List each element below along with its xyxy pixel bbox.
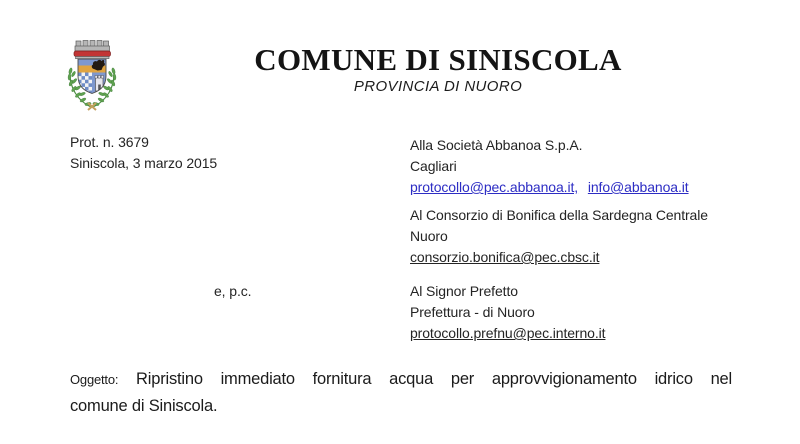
recipient-block-prefetto bbox=[410, 281, 605, 344]
recipient-name: Al Signor Prefetto bbox=[410, 283, 518, 299]
recipient-office: Prefettura - di Nuoro bbox=[410, 304, 535, 320]
protocol-number: Prot. n. 3679 bbox=[70, 134, 149, 150]
subject-label: Oggetto: bbox=[70, 372, 119, 387]
email-link-prefettura[interactable]: protocollo.prefnu@pec.interno.it bbox=[410, 325, 606, 341]
letterhead bbox=[0, 44, 800, 95]
recipient-email-line bbox=[410, 247, 708, 268]
page-subtitle: PROVINCIA DI NUORO bbox=[353, 78, 523, 95]
recipient-email-line bbox=[410, 177, 689, 198]
subject-block bbox=[70, 366, 732, 420]
recipient-block-abbanoa bbox=[410, 135, 689, 198]
recipient-city: Nuoro bbox=[410, 228, 448, 244]
subject-line-1 bbox=[70, 366, 732, 393]
recipient-name: Alla Società Abbanoa S.p.A. bbox=[410, 137, 583, 153]
email-link-info-abbanoa[interactable]: info@abbanoa.it bbox=[587, 179, 689, 195]
recipient-city: Cagliari bbox=[410, 158, 457, 174]
subject-line-2: comune di Siniscola. bbox=[70, 397, 218, 415]
email-link-protocollo-abbanoa[interactable]: protocollo@pec.abbanoa.it, bbox=[410, 179, 579, 195]
recipient-email-line bbox=[410, 323, 605, 344]
email-link-consorzio-bonifica[interactable]: consorzio.bonifica@pec.cbsc.it bbox=[410, 249, 600, 265]
subject-text: Ripristino immediato fornitura acqua per approvvigionamento idrico nel bbox=[136, 370, 732, 388]
recipient-name: Al Consorzio di Bonifica della Sardegna Centrale bbox=[410, 207, 708, 223]
cc-label: e, p.c. bbox=[214, 283, 252, 299]
dateline: Siniscola, 3 marzo 2015 bbox=[70, 155, 218, 171]
recipient-block-consorzio bbox=[410, 205, 708, 268]
page-title: COMUNE DI SINISCOLA bbox=[254, 42, 622, 77]
protocol-block bbox=[70, 132, 217, 174]
